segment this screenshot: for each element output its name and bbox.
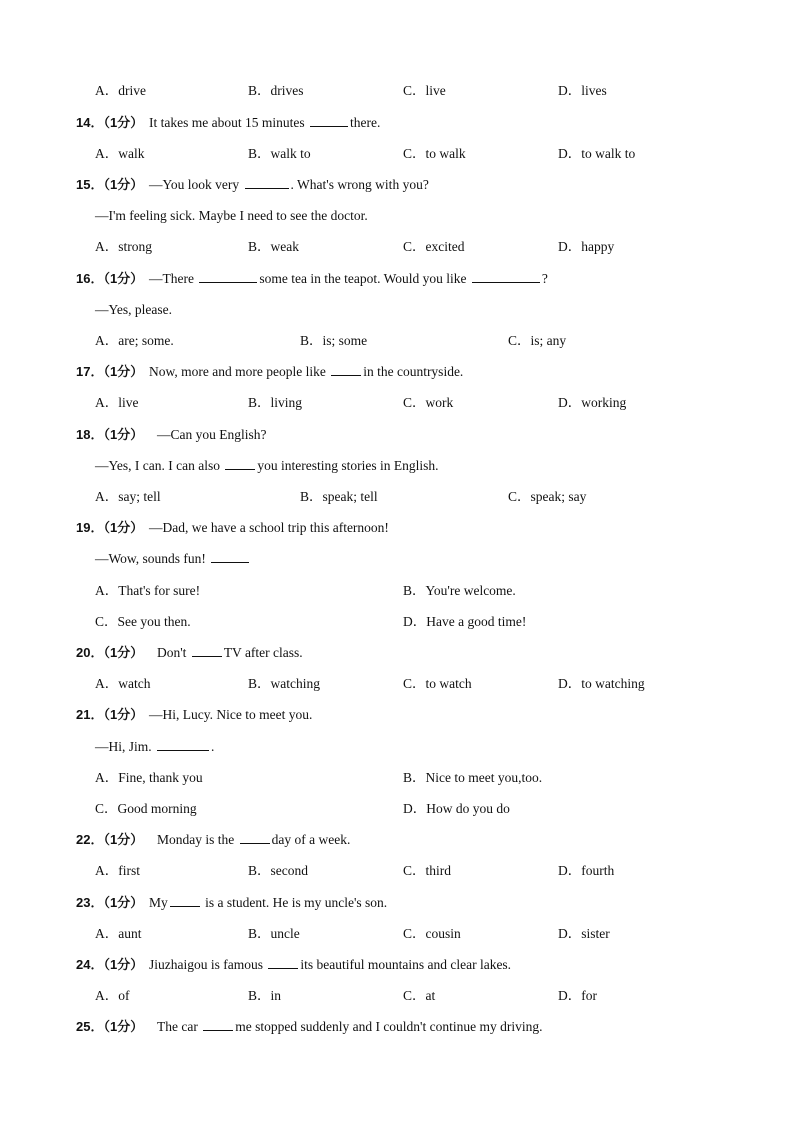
option-d: D．Have a good time! — [403, 614, 527, 629]
question-text: The car me stopped suddenly and I couldn't continue my driving. — [157, 1016, 542, 1038]
option-d: D．working — [558, 395, 627, 410]
option-b: B．watching — [248, 676, 320, 691]
option-a: A．of — [95, 988, 130, 1003]
question-number: 15．（1分） — [76, 177, 144, 192]
q19-reply — [0, 548, 794, 570]
answer-blank — [245, 174, 289, 189]
option-a: A．first — [95, 863, 140, 878]
option-d: D．sister — [558, 926, 610, 941]
question-number: 24．（1分） — [76, 957, 144, 972]
option-a: A．strong — [95, 239, 152, 254]
option-a: A．walk — [95, 146, 145, 161]
q19-options-row2 — [0, 611, 794, 633]
option-c: C．speak; say — [508, 489, 587, 504]
option-c: C．excited — [403, 239, 465, 254]
answer-blank — [170, 892, 200, 907]
option-c: C．See you then. — [95, 614, 191, 629]
option-d: D．lives — [558, 83, 607, 98]
dialogue-reply: —Wow, sounds fun! — [95, 548, 251, 570]
question-21 — [0, 704, 794, 726]
option-c: C．work — [403, 395, 454, 410]
dialogue-reply: —Hi, Jim. . — [95, 736, 214, 758]
option-b: B．second — [248, 863, 308, 878]
answer-blank — [203, 1016, 233, 1031]
option-b: B．is; some — [300, 333, 368, 348]
question-14 — [0, 112, 794, 134]
answer-blank — [192, 642, 222, 657]
question-text: It takes me about 15 minutes there. — [149, 112, 380, 134]
option-b: B．speak; tell — [300, 489, 378, 504]
option-c: C．is; any — [508, 333, 567, 348]
q21-reply — [0, 736, 794, 758]
q17-options — [0, 392, 794, 414]
q24-options — [0, 985, 794, 1007]
answer-blank — [331, 361, 361, 376]
q15-options — [0, 236, 794, 258]
question-18 — [0, 424, 794, 446]
q20-options — [0, 673, 794, 695]
q23-options — [0, 923, 794, 945]
question-19 — [0, 517, 794, 539]
q22-options — [0, 860, 794, 882]
question-number: 14．（1分） — [76, 115, 144, 130]
option-d: D．How do you do — [403, 801, 510, 816]
question-22 — [0, 829, 794, 851]
question-number: 18．（1分） — [76, 427, 144, 442]
question-number: 23．（1分） — [76, 895, 144, 910]
question-text: —There some tea in the teapot. Would you like ? — [149, 268, 548, 290]
option-c: C．to walk — [403, 146, 466, 161]
dialogue-reply: —I'm feeling sick. Maybe I need to see the doctor. — [95, 208, 368, 223]
option-a: A．aunt — [95, 926, 142, 941]
answer-blank — [240, 829, 270, 844]
question-17 — [0, 361, 794, 383]
option-d: D．to watching — [558, 676, 645, 691]
q21-options-row2 — [0, 798, 794, 820]
option-b: B．Nice to meet you,too. — [403, 770, 543, 785]
option-b: B．uncle — [248, 926, 300, 941]
q18-reply — [0, 455, 794, 477]
q15-reply — [0, 205, 794, 227]
question-text: —You look very . What's wrong with you? — [149, 174, 429, 196]
q18-options — [0, 486, 794, 508]
question-text: Monday is the day of a week. — [157, 829, 350, 851]
option-c: C．cousin — [403, 926, 461, 941]
answer-blank — [472, 268, 540, 283]
option-a: A．That's for sure! — [95, 583, 201, 598]
question-text: Don't TV after class. — [157, 642, 303, 664]
option-b: B．weak — [248, 239, 299, 254]
option-a: A．are; some. — [95, 333, 174, 348]
question-number: 19．（1分） — [76, 520, 144, 535]
option-a: A．live — [95, 395, 139, 410]
answer-blank — [199, 268, 257, 283]
question-20 — [0, 642, 794, 664]
dialogue-reply: —Yes, I can. I can also you interesting stories in English. — [95, 455, 438, 477]
option-d: D．to walk to — [558, 146, 636, 161]
option-a: A．Fine, thank you — [95, 770, 203, 785]
option-b: B．living — [248, 395, 303, 410]
question-number: 21．（1分） — [76, 707, 144, 722]
q13-options — [0, 80, 794, 102]
question-text: —Can you English? — [157, 427, 267, 442]
question-number: 20．（1分） — [76, 645, 144, 660]
dialogue-reply: —Yes, please. — [95, 302, 172, 317]
q14-options — [0, 143, 794, 165]
option-c: C．live — [403, 83, 446, 98]
question-15 — [0, 174, 794, 196]
answer-blank — [310, 112, 348, 127]
option-a: A．say; tell — [95, 489, 161, 504]
option-d: D．for — [558, 988, 597, 1003]
answer-blank — [211, 548, 249, 563]
answer-blank — [268, 954, 298, 969]
question-text: —Dad, we have a school trip this afternoon! — [149, 520, 389, 535]
option-b: B．You're welcome. — [403, 583, 516, 598]
question-23 — [0, 892, 794, 914]
question-number: 17．（1分） — [76, 364, 144, 379]
q21-options-row1 — [0, 767, 794, 789]
option-d: D．happy — [558, 239, 615, 254]
option-c: C．to watch — [403, 676, 472, 691]
question-text: —Hi, Lucy. Nice to meet you. — [149, 707, 313, 722]
option-c: C．at — [403, 988, 436, 1003]
option-c: C．Good morning — [95, 801, 197, 816]
option-b: B．walk to — [248, 146, 311, 161]
question-number: 22．（1分） — [76, 832, 144, 847]
option-a: A．watch — [95, 676, 151, 691]
option-b: B．drives — [248, 83, 304, 98]
question-text: Jiuzhaigou is famous its beautiful mountains and clear lakes. — [149, 954, 511, 976]
answer-blank — [225, 455, 255, 470]
question-text: Now, more and more people like in the countryside. — [149, 361, 463, 383]
question-25 — [0, 1016, 794, 1038]
q16-reply — [0, 299, 794, 321]
q19-options-row1 — [0, 580, 794, 602]
question-number: 25．（1分） — [76, 1019, 144, 1034]
question-text: My is a student. He is my uncle's son. — [149, 892, 387, 914]
q16-options — [0, 330, 794, 352]
question-16 — [0, 268, 794, 290]
answer-blank — [157, 736, 209, 751]
question-24 — [0, 954, 794, 976]
option-c: C．third — [403, 863, 452, 878]
option-a: A．drive — [95, 83, 146, 98]
option-b: B．in — [248, 988, 282, 1003]
question-number: 16．（1分） — [76, 271, 144, 286]
option-d: D．fourth — [558, 863, 615, 878]
